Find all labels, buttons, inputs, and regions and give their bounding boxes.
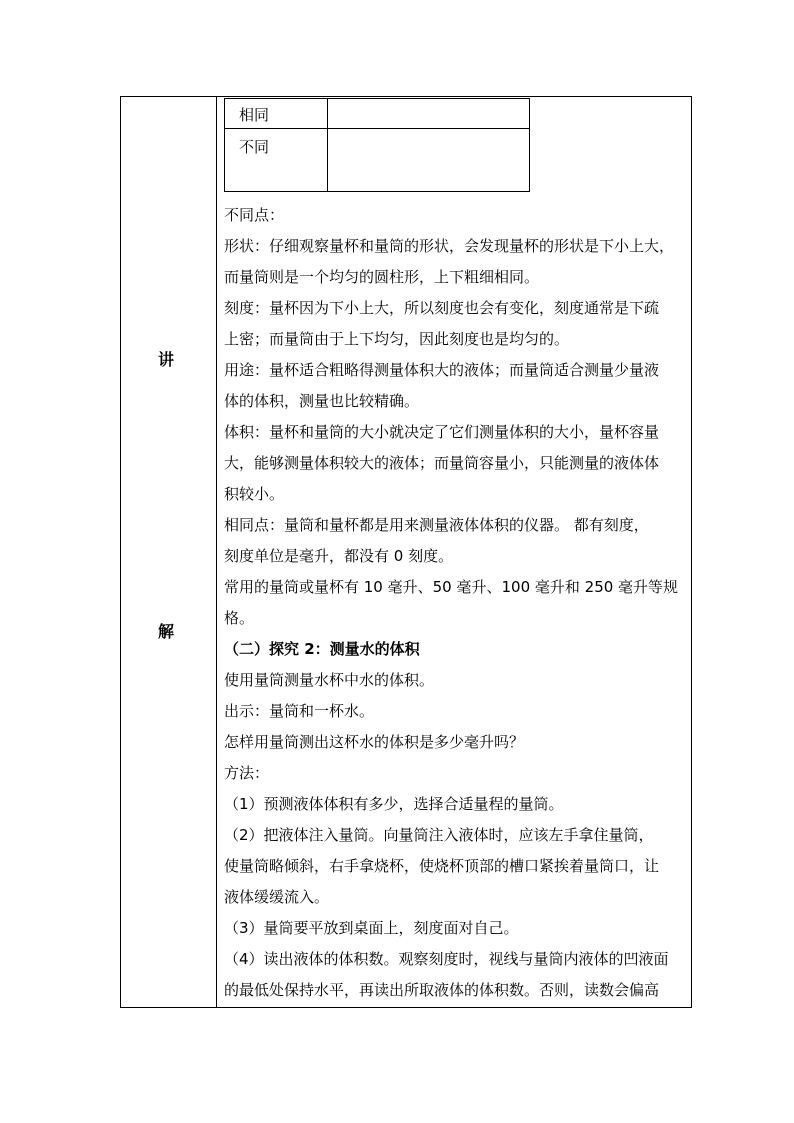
- table-cell-same: 相同: [239, 106, 270, 124]
- text-line: 方法：: [224, 764, 270, 782]
- text-line: 出示：量筒和一杯水。: [224, 702, 375, 720]
- text-line: （2）把液体注入量筒。向量筒注入液体时，应该左手拿住量筒，: [224, 826, 654, 844]
- text-line: 怎样用量筒测出这杯水的体积是多少毫升吗？: [224, 733, 525, 751]
- side-label-jiang: 讲: [158, 350, 175, 369]
- text-line: 液体缓缓流入。: [224, 888, 330, 906]
- text-line: 用途：量杯适合粗略得测量体积大的液体；而量筒适合测量少量液: [224, 361, 660, 379]
- side-label-jie: 解: [158, 622, 175, 641]
- table-column-line: [327, 99, 328, 191]
- text-line: 刻度单位是毫升，都没有 0 刻度。: [224, 547, 454, 565]
- text-line: 相同点：量筒和量杯都是用来测量液体体积的仪器。 都有刻度，: [224, 516, 649, 534]
- table-row-line: [225, 128, 529, 129]
- text-line: 使量筒略倾斜，右手拿烧杯，使烧杯顶部的槽口紧挨着量筒口，让: [224, 857, 660, 875]
- text-line: 体的体积，测量也比较精确。: [224, 392, 420, 410]
- text-line: （3）量筒要平放到桌面上，刻度面对自己。: [224, 919, 519, 937]
- text-line: 使用量筒测量水杯中水的体积。: [224, 671, 435, 689]
- text-line: （1）预测液体体积有多少，选择合适量程的量筒。: [224, 795, 564, 813]
- text-line: 体积：量杯和量筒的大小就决定了它们测量体积的大小，量杯容量: [224, 423, 660, 441]
- comparison-table: [224, 98, 530, 192]
- text-line: 的最低处保持水平，再读出所取液体的体积数。否则，读数会偏高: [224, 981, 660, 999]
- text-line: （4）读出液体的体积数。观察刻度时，视线与量筒内液体的凹液面: [224, 950, 669, 968]
- section-heading: （二）探究 2：测量水的体积: [224, 640, 420, 658]
- text-line: 上密；而量筒由于上下均匀，因此刻度也是均匀的。: [224, 330, 570, 348]
- text-line: 形状：仔细观察量杯和量筒的形状，会发现量杯的形状是下小上大，: [224, 237, 675, 255]
- text-line: 刻度：量杯因为下小上大，所以刻度也会有变化，刻度通常是下疏: [224, 299, 660, 317]
- lesson-content: [224, 200, 684, 1006]
- text-line: 不同点：: [224, 206, 285, 224]
- table-cell-different: 不同: [239, 138, 270, 156]
- text-line: 格。: [224, 609, 255, 627]
- text-line: 积较小。: [224, 485, 285, 503]
- text-line: 常用的量筒或量杯有 10 毫升、50 毫升、100 毫升和 250 毫升等规: [224, 578, 679, 596]
- column-divider: [216, 96, 217, 1007]
- text-line: 大，能够测量体积较大的液体；而量筒容量小，只能测量的液体体: [224, 454, 660, 472]
- text-line: 而量筒则是一个均匀的圆柱形，上下粗细相同。: [224, 268, 540, 286]
